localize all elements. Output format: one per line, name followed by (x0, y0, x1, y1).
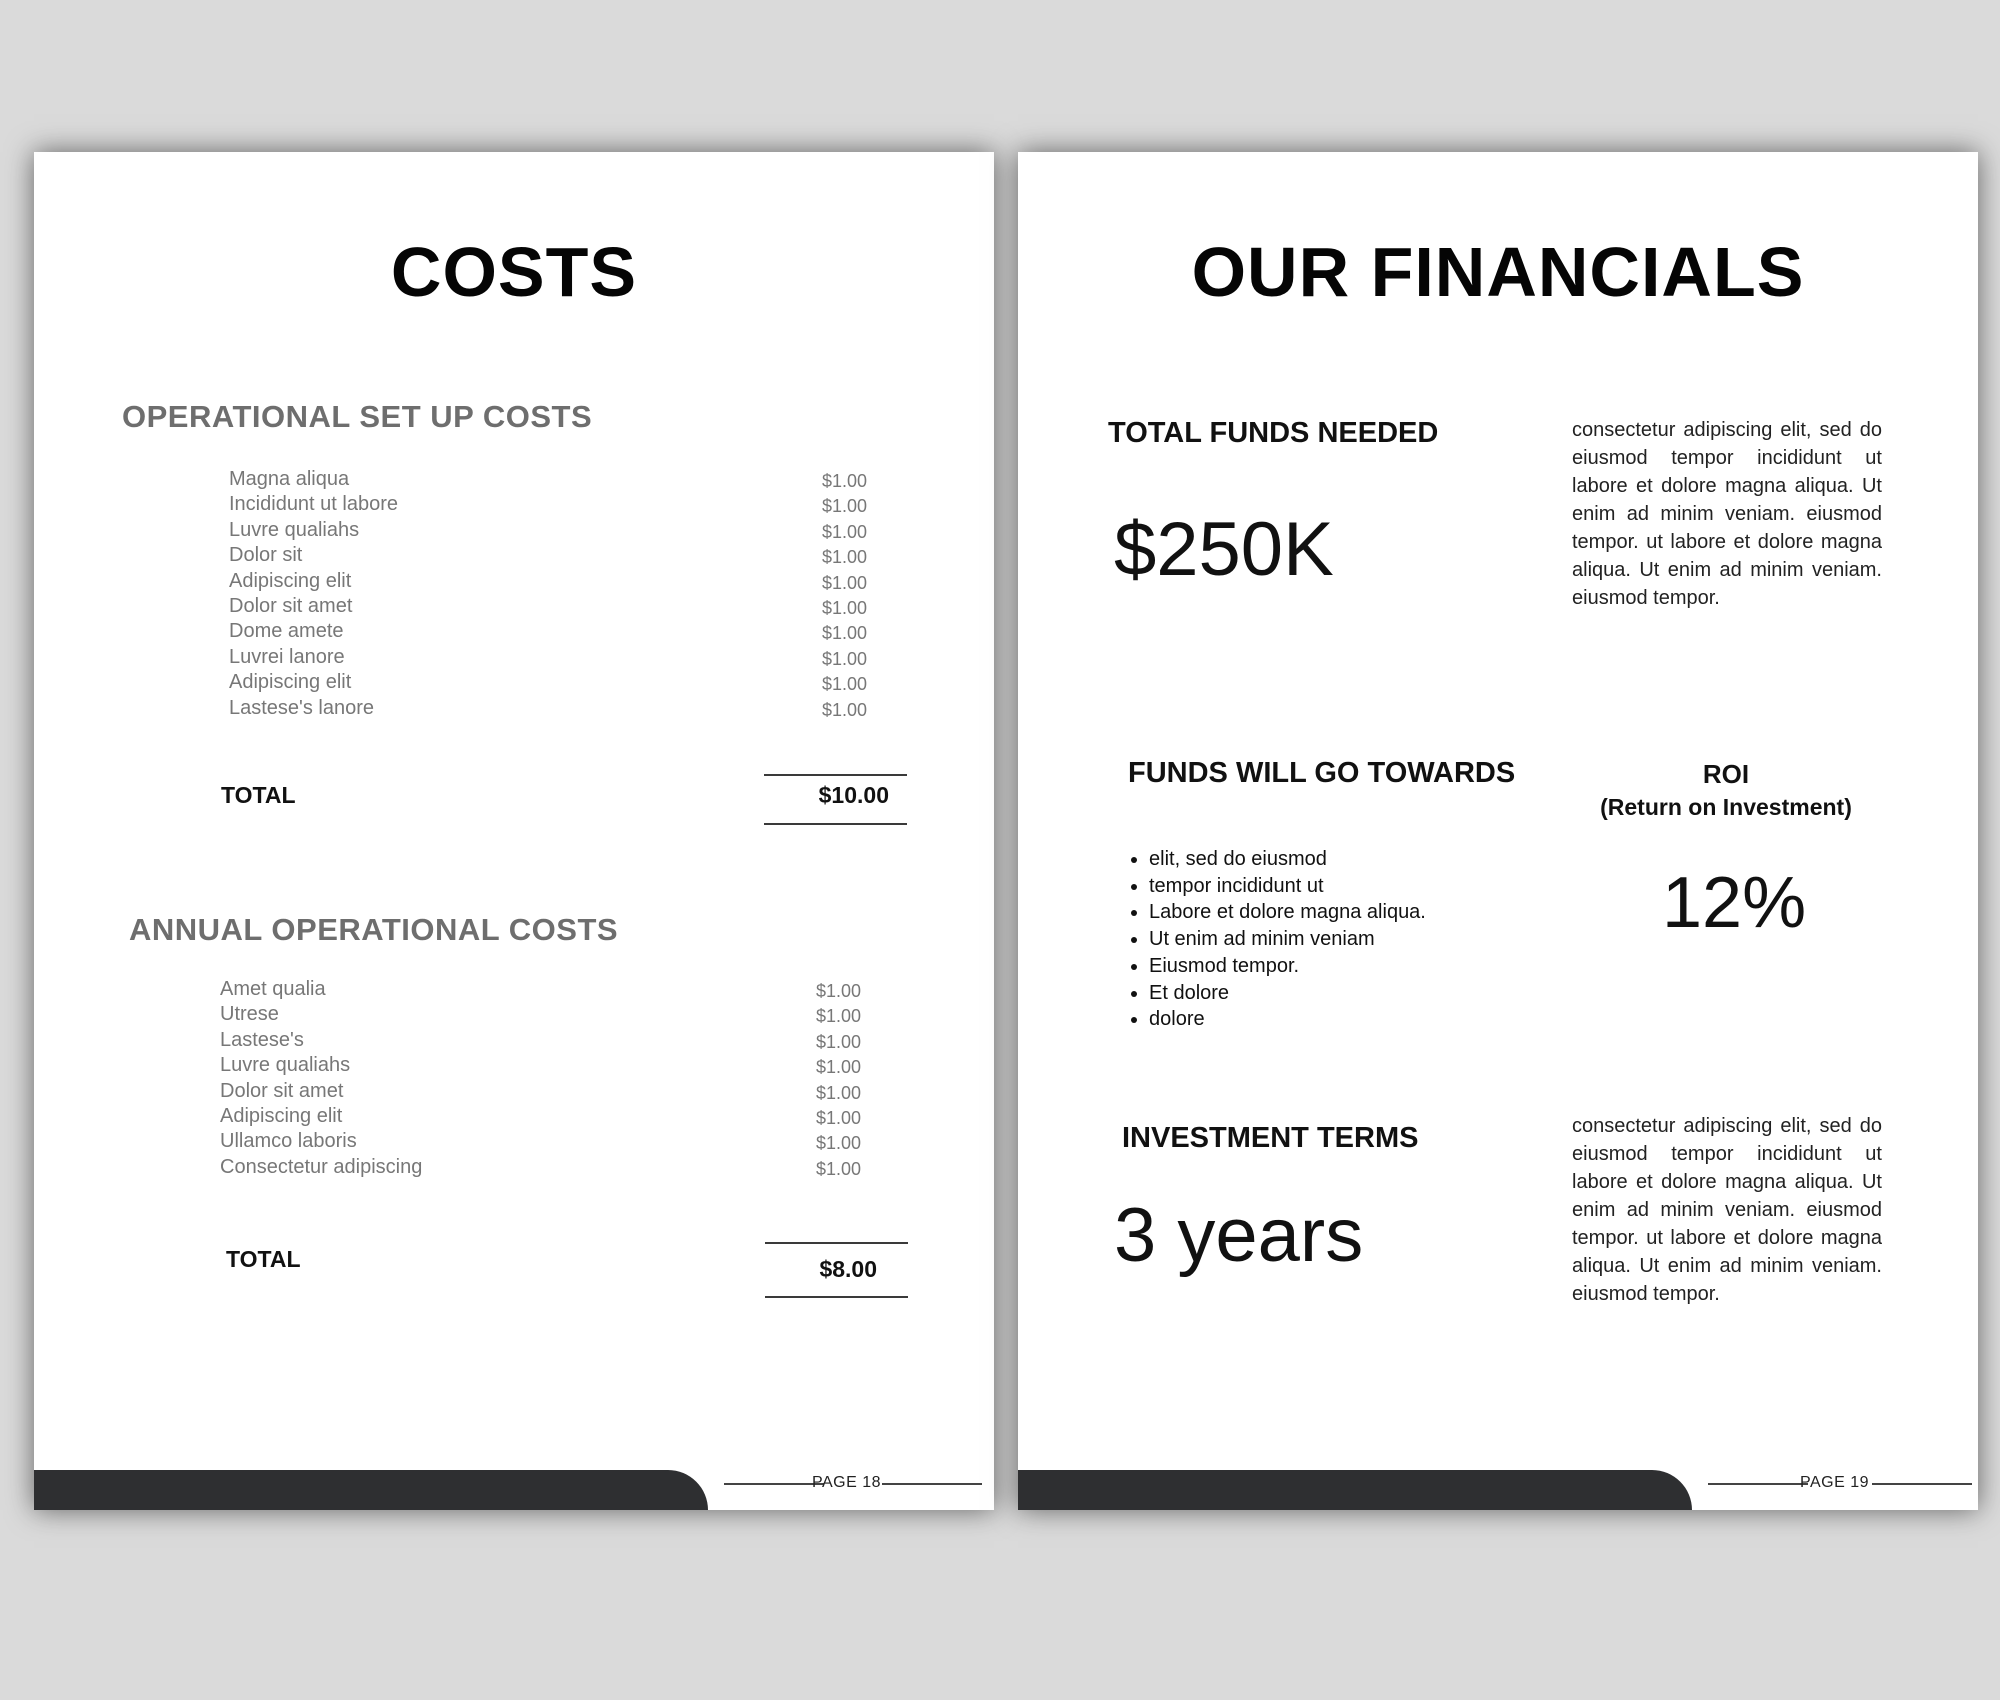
setup-costs-heading: OPERATIONAL SET UP COSTS (122, 399, 593, 434)
funds-needed-heading: TOTAL FUNDS NEEDED (1108, 417, 1439, 449)
cost-item-value: $1.00 (816, 1108, 862, 1128)
funds-towards-heading: FUNDS WILL GO TOWARDS (1128, 757, 1516, 789)
page-number: PAGE 18 (812, 1474, 882, 1491)
cost-row (34, 671, 994, 695)
page-costs (34, 152, 994, 1510)
cost-item-label: Dolor sit amet (229, 595, 353, 617)
funds-towards-item: • Ut enim ad minim veniam (1149, 926, 1426, 953)
cost-item-label: Dolor sit (229, 544, 303, 567)
cost-item-label: Lastese's (220, 1028, 304, 1051)
cost-row (34, 620, 994, 644)
cost-row (34, 646, 994, 670)
cost-row (34, 1105, 994, 1129)
cost-item-value: $1.00 (816, 1006, 862, 1027)
cost-item-value: $1.00 (822, 598, 868, 618)
cost-item-value: $1.00 (822, 471, 868, 491)
setup-total-rule-top (764, 774, 907, 776)
cost-item-label: Ullamco laboris (220, 1130, 357, 1153)
funds-towards-item: • tempor incididunt ut (1149, 873, 1426, 900)
footer-line-left (724, 1483, 824, 1485)
funds-towards-item: • elit, sed do eiusmod (1149, 846, 1426, 873)
footer-line-right (1872, 1483, 1972, 1485)
funds-needed-description: consectetur adipiscing elit, sed do eiusmod tempor incididunt ut labore et dolore magna aliqua. Ut enim ad minim veniam. eiusmod tempor. ut labore et dolore magna aliqua. Ut enim ad minim veniam. eiusmod tempor. (1572, 419, 1882, 609)
cost-item-label: Lastese's lanore (229, 696, 375, 719)
cost-row (34, 1080, 994, 1104)
cost-row (34, 493, 994, 517)
cost-row (34, 519, 994, 543)
page-financials (1018, 152, 1978, 1510)
annual-total-label: TOTAL (226, 1246, 301, 1272)
cost-item-value: $1.00 (822, 623, 868, 644)
page-title: OUR FINANCIALS (1191, 233, 1805, 311)
cost-row (34, 1054, 994, 1078)
setup-total-rule-bottom (764, 823, 907, 825)
funds-towards-item: • Et dolore (1149, 980, 1426, 1007)
footer-line-right (882, 1483, 982, 1485)
annual-total-value: $8.00 (819, 1256, 877, 1282)
page-number: PAGE 19 (1800, 1474, 1870, 1491)
cost-item-value: $1.00 (816, 1031, 862, 1052)
cost-item-value: $1.00 (816, 1158, 862, 1179)
cost-item-label: Adipiscing elit (229, 569, 352, 592)
setup-total-value: $10.00 (818, 782, 889, 808)
cost-item-label: Adipiscing elit (220, 1105, 343, 1127)
cost-item-value: $1.00 (822, 547, 868, 568)
funds-towards-item: • Labore et dolore magna aliqua. (1149, 899, 1426, 926)
investment-terms-description: consectetur adipiscing elit, sed do eiusmod tempor incididunt ut labore et dolore magna aliqua. Ut enim ad minim veniam. eiusmod tempor. ut labore et dolore magna aliqua. Ut enim ad minim veniam. eiusmod tempor. (1572, 1115, 1882, 1305)
cost-row (34, 978, 994, 1002)
annual-total-rule-bottom (765, 1296, 908, 1298)
annual-total-rule-top (765, 1242, 908, 1244)
roi-value: 12% (1662, 863, 1807, 943)
investment-duration: 3 years (1114, 1193, 1364, 1278)
cost-item-value: $1.00 (822, 496, 868, 517)
cost-item-label: Amet qualia (220, 978, 326, 1000)
cost-item-value: $1.00 (822, 699, 868, 720)
cost-row (34, 570, 994, 594)
cost-item-value: $1.00 (816, 981, 862, 1001)
cost-item-value: $1.00 (816, 1057, 862, 1078)
cost-item-label: Luvrei lanore (229, 645, 345, 668)
annual-costs-heading: ANNUAL OPERATIONAL COSTS (129, 912, 619, 947)
cost-row (34, 1003, 994, 1027)
footer-line-left (1708, 1483, 1808, 1485)
cost-item-value: $1.00 (822, 521, 868, 542)
cost-item-label: Dome amete (229, 620, 344, 643)
page-title: COSTS (390, 233, 638, 311)
cost-row (34, 595, 994, 619)
cost-item-label: Incididunt ut labore (229, 493, 399, 516)
cost-row (34, 1156, 994, 1180)
cost-item-value: $1.00 (816, 1133, 862, 1154)
cost-item-label: Luvre qualiahs (220, 1054, 351, 1077)
cost-row (34, 544, 994, 568)
cost-row (34, 1130, 994, 1154)
roi-title: ROI (1702, 759, 1750, 789)
cost-item-label: Dolor sit amet (220, 1079, 344, 1102)
cost-item-value: $1.00 (822, 572, 868, 593)
footer-bar (1018, 1470, 1692, 1510)
footer-bar (34, 1470, 708, 1510)
cost-row (34, 468, 994, 492)
cost-item-label: Utrese (220, 1003, 279, 1026)
cost-item-value: $1.00 (822, 674, 868, 695)
cost-item-value: $1.00 (822, 648, 868, 669)
cost-item-label: Luvre qualiahs (229, 518, 360, 541)
funds-towards-item: • dolore (1149, 1006, 1426, 1033)
funds-needed-amount: $250K (1114, 507, 1334, 592)
cost-item-label: Consectetur adipiscing (220, 1155, 423, 1178)
funds-towards-list (1127, 846, 1426, 1033)
cost-row (34, 697, 994, 721)
cost-row (34, 1029, 994, 1053)
funds-towards-item: • Eiusmod tempor. (1149, 953, 1426, 980)
setup-total-label: TOTAL (221, 782, 296, 808)
investment-terms-heading: INVESTMENT TERMS (1122, 1122, 1419, 1154)
roi-subtitle: (Return on Investment) (1600, 794, 1852, 820)
cost-item-label: Adipiscing elit (229, 671, 352, 694)
cost-item-value: $1.00 (816, 1082, 862, 1103)
cost-item-label: Magna aliqua (229, 468, 350, 490)
